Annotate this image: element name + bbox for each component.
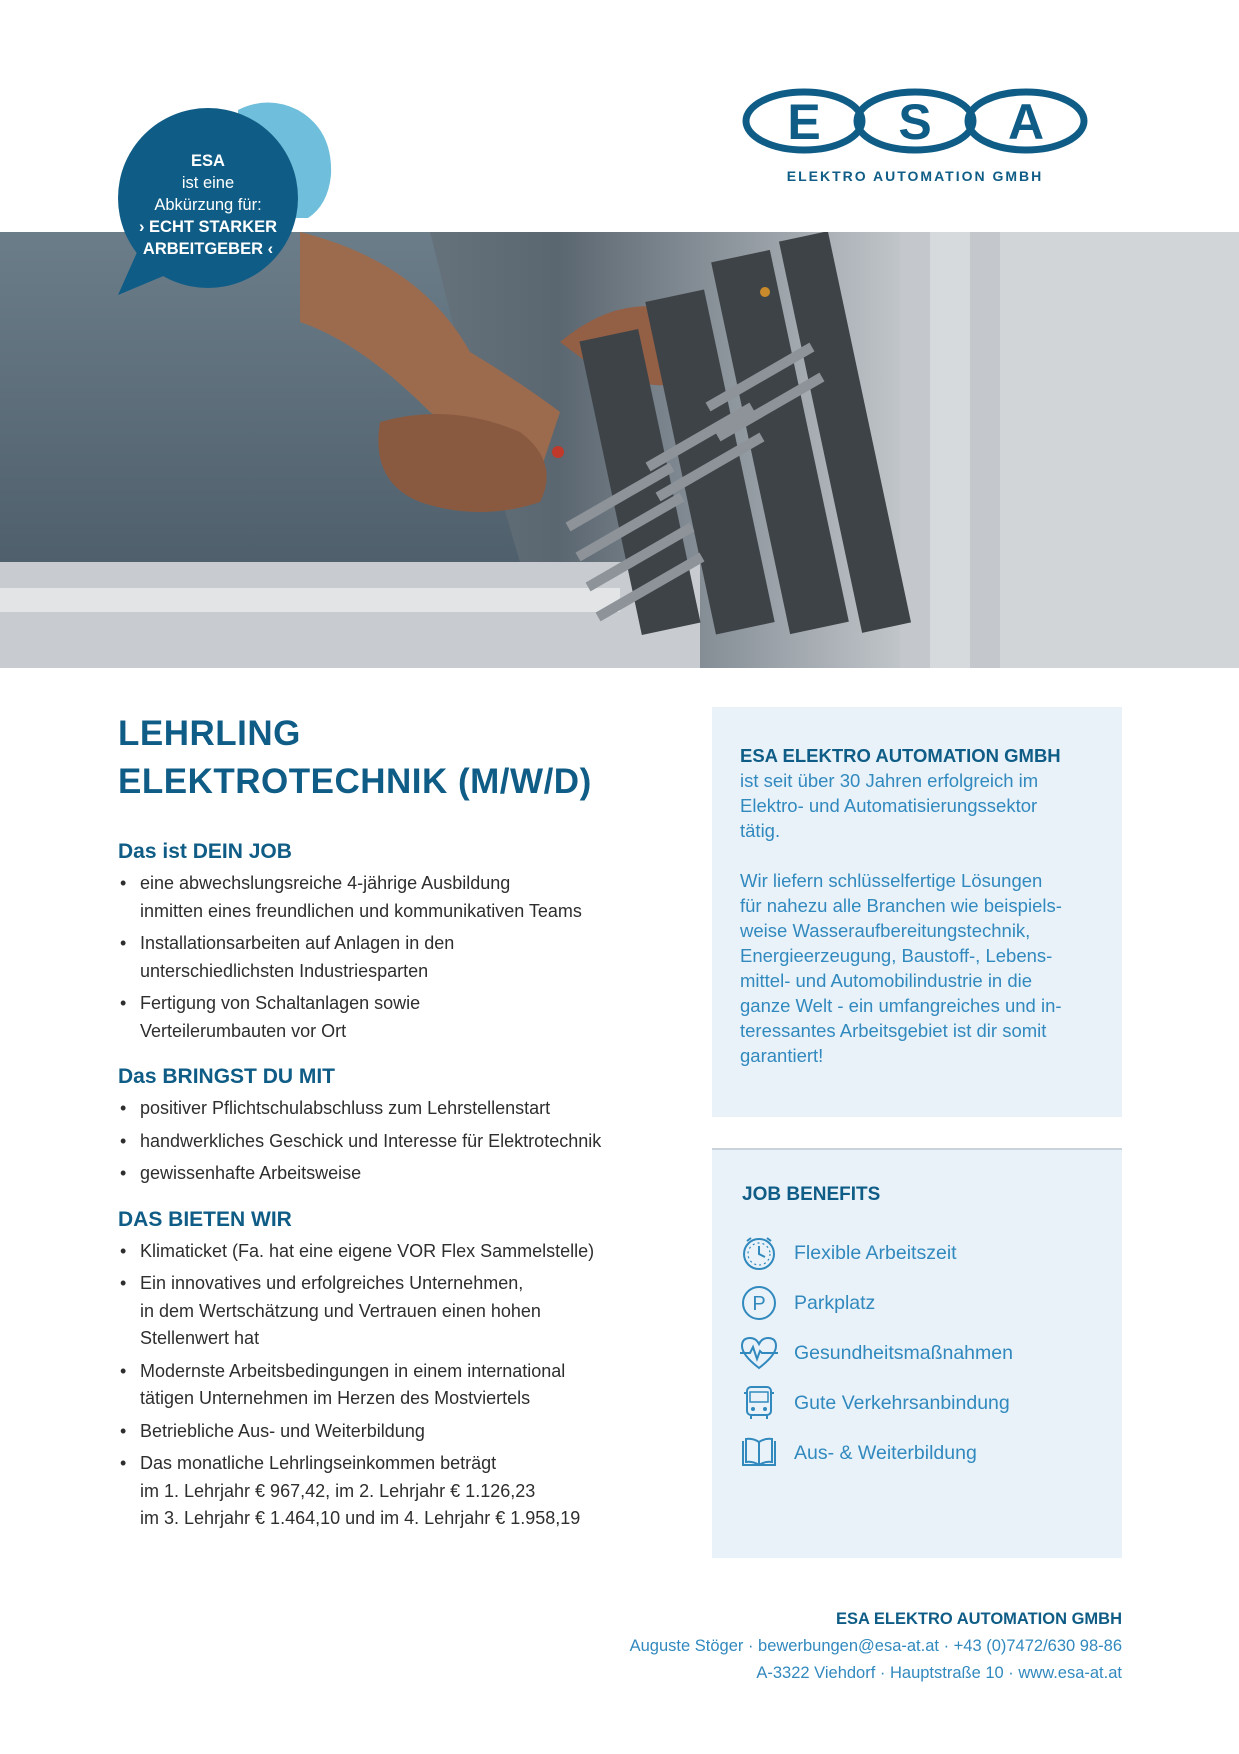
bubble-text (118, 150, 298, 260)
benefit-item (742, 1278, 1094, 1328)
bubble-line-1: ESA (191, 152, 225, 170)
logo-subtitle: ELEKTRO AUTOMATION GMBH (786, 168, 1044, 184)
list-item: • Installationsarbeiten auf Anlagen in den unterschiedlichsten Industriesparten (118, 930, 698, 985)
list-item: • eine abwechslungsreiche 4-jährige Ausbildung inmitten eines freundlichen und kommunikativen Teams (118, 870, 698, 925)
list-item: • Ein innovatives und erfolgreiches Unternehmen, in dem Wertschätzung und Vertrauen einen hohen Stellenwert hat (118, 1270, 698, 1353)
bubble-line-2: ist eine (181, 174, 235, 192)
job-details (118, 710, 698, 1538)
offer-section (118, 1206, 698, 1533)
slogan-bubble (118, 100, 338, 300)
benefit-item (742, 1378, 1094, 1428)
job-title-line-2: ELEKTROTECHNIK (M/W/D) (118, 762, 592, 801)
logo-letter-s: S (898, 94, 932, 150)
benefits-heading: JOB BENEFITS (742, 1184, 881, 1205)
logo-graphic (742, 88, 1088, 154)
benefit-label: Aus- & Weiterbildung (794, 1441, 977, 1464)
book-icon (738, 1432, 780, 1474)
benefit-label: Flexible Arbeitszeit (794, 1241, 957, 1264)
esa-logo (742, 88, 1088, 184)
benefit-item (742, 1328, 1094, 1378)
requirements-heading: Das BRINGST DU MIT (118, 1065, 336, 1088)
logo-letter-a: A (1007, 94, 1045, 150)
company-description: Wir liefern schlüsselfertige Lösungen für nahezu alle Branchen wie beispiels- weise Wasseraufbereitungstechnik, Energieerzeugung, Baustoff-, Lebens- mittel- und Automobilindustrie in die ganze Welt - ein umfangreiches und in- teressantes Arbeitsgebiet ist dir somit garantiert! (740, 870, 1062, 1066)
bubble-line-4: › ECHT STARKER (138, 218, 278, 236)
bus-icon (738, 1382, 780, 1424)
benefit-item (742, 1228, 1094, 1278)
company-info-box (712, 707, 1122, 1117)
bubble-line-5: ARBEITGEBER ‹ (142, 240, 274, 258)
offer-list (118, 1238, 698, 1533)
benefit-item (742, 1428, 1094, 1478)
footer-contact-line[interactable]: Auguste Stöger · bewerbungen@esa-at.at · +43 (0)7472/630 98-86 (629, 1637, 1122, 1655)
offer-heading: DAS BIETEN WIR (118, 1207, 292, 1231)
benefits-box (712, 1148, 1122, 1558)
logo-letter-e: E (787, 94, 821, 150)
job-section (118, 838, 698, 1045)
bubble-line-3: Abkürzung für: (154, 196, 262, 214)
benefit-label: Gesundheitsmaßnahmen (794, 1341, 1013, 1364)
job-title-line-1: LEHRLING (118, 714, 301, 753)
svg-text:P: P (752, 1293, 766, 1315)
footer-company: ESA ELEKTRO AUTOMATION GMBH (836, 1610, 1122, 1628)
list-item: • Das monatliche Lehrlingseinkommen beträgt im 1. Lehrjahr € 967,42, im 2. Lehrjahr € 1.126,23 im 3. Lehrjahr € 1.464,10 und im 4. Lehrjahr € 1.958,19 (118, 1450, 698, 1533)
list-item: • gewissenhafte Arbeitsweise (118, 1160, 698, 1188)
footer-address-line[interactable]: A-3322 Viehdorf · Hauptstraße 10 · www.esa-at.at (756, 1664, 1122, 1682)
list-item: • Betriebliche Aus- und Weiterbildung (118, 1418, 698, 1446)
parking-icon (738, 1282, 780, 1324)
list-item: • handwerkliches Geschick und Interesse für Elektrotechnik (118, 1128, 698, 1156)
company-intro: ist seit über 30 Jahren erfolgreich im Elektro- und Automatisierungssektor tätig. (740, 770, 1039, 841)
list-item: • Modernste Arbeitsbedingungen in einem international tätigen Unternehmen im Herzen des Mostviertels (118, 1358, 698, 1413)
clock-icon (738, 1232, 780, 1274)
benefit-label: Parkplatz (794, 1291, 876, 1314)
company-name: ESA ELEKTRO AUTOMATION GMBH (740, 745, 1061, 766)
requirements-list (118, 1095, 698, 1188)
list-item: • Klimaticket (Fa. hat eine eigene VOR Flex Sammelstelle) (118, 1238, 698, 1266)
benefit-label: Gute Verkehrsanbindung (794, 1391, 1010, 1414)
job-title (118, 710, 698, 806)
job-heading: Das ist DEIN JOB (118, 840, 292, 863)
contact-footer (630, 1606, 1122, 1687)
list-item: • positiver Pflichtschulabschluss zum Lehrstellenstart (118, 1095, 698, 1123)
requirements-section (118, 1063, 698, 1188)
heart-pulse-icon (738, 1332, 780, 1374)
list-item: • Fertigung von Schaltanlagen sowie Verteilerumbauten vor Ort (118, 990, 698, 1045)
job-list (118, 870, 698, 1045)
